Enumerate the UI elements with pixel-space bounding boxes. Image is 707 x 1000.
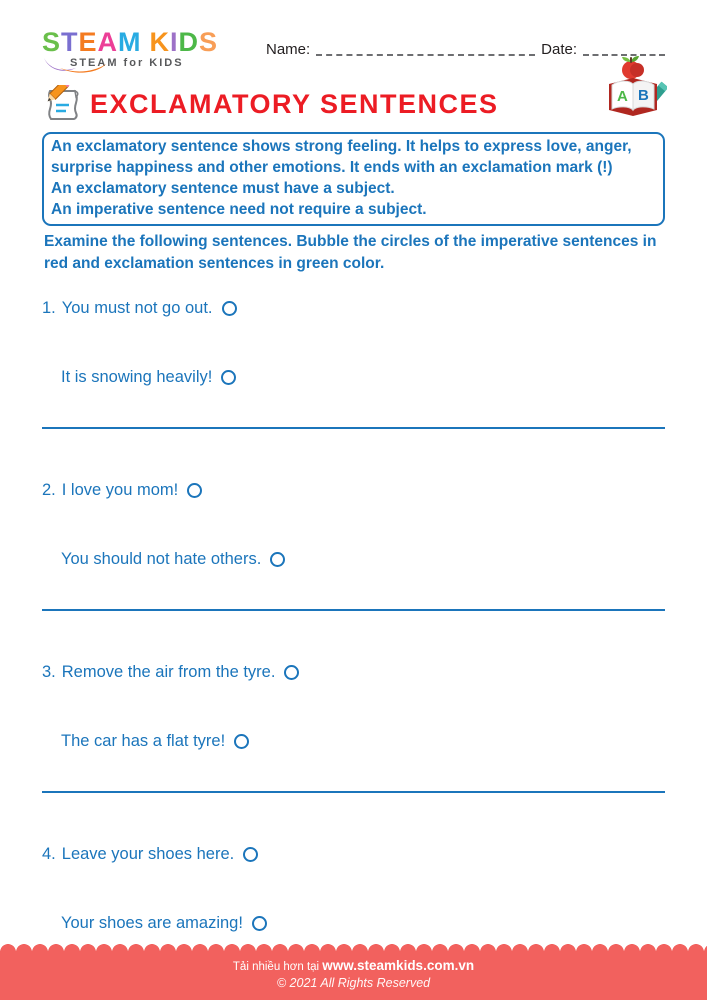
- question-number: 3.: [42, 663, 56, 681]
- logo-subtitle: STEAM for KIDS: [70, 57, 184, 69]
- question-main-text: Remove the air from the tyre.: [61, 663, 276, 681]
- question-item: [42, 297, 665, 429]
- question-main-text: I love you mom!: [61, 481, 179, 499]
- definition-paragraph: An exclamatory sentence shows strong feeling. It helps to express love, anger, surprise happiness and other emotions. It ends with an exclamation mark (!): [51, 138, 632, 176]
- question-sub-text: It is snowing heavily!: [61, 368, 213, 386]
- answer-bubble[interactable]: [187, 483, 202, 498]
- answer-bubble[interactable]: [234, 734, 249, 749]
- definition-paragraph: An exclamatory sentence must have a subject.: [51, 180, 395, 197]
- logo-wordmark: [42, 28, 254, 56]
- footer-link-line: [0, 958, 707, 973]
- name-label: Name:: [266, 41, 311, 58]
- answer-bubble[interactable]: [222, 301, 237, 316]
- logo-letter: E: [78, 27, 98, 57]
- header: [42, 28, 665, 69]
- page-title: EXCLAMATORY SENTENCES: [90, 88, 499, 119]
- logo-letter: K: [149, 27, 171, 57]
- question-item: [42, 661, 665, 793]
- question-item: [42, 843, 665, 935]
- footer-copyright: © 2021 All Rights Reserved: [276, 976, 431, 990]
- answer-bubble[interactable]: [284, 665, 299, 680]
- logo-letter: M: [118, 27, 142, 57]
- title-row: [42, 85, 665, 123]
- question-number: 1.: [42, 299, 56, 317]
- logo-swoosh-icon: [42, 56, 132, 74]
- svg-text:A: A: [617, 88, 628, 105]
- divider: [42, 427, 665, 429]
- svg-text:B: B: [638, 87, 649, 104]
- abc-book-apple-pencil-icon: [605, 54, 667, 124]
- divider: [42, 791, 665, 793]
- logo-letter: A: [97, 27, 119, 57]
- definition-paragraph: An imperative sentence need not require a subject.: [51, 201, 427, 218]
- divider: [42, 609, 665, 611]
- logo-letter: S: [42, 27, 62, 57]
- question-number: 4.: [42, 845, 56, 863]
- task-instructions: Examine the following sentences. Bubble the circles of the imperative sentences in red and exclamation sentences in green color.: [44, 233, 657, 272]
- question-item: [42, 479, 665, 611]
- definition-box: [42, 132, 665, 226]
- answer-bubble[interactable]: [252, 916, 267, 931]
- footer-prefix: Tải nhiều hơn tại: [232, 961, 323, 973]
- name-date-row: [254, 28, 665, 60]
- date-label: Date:: [541, 41, 577, 58]
- question-main-text: Leave your shoes here.: [61, 845, 235, 863]
- answer-bubble[interactable]: [243, 847, 258, 862]
- question-sub-text: The car has a flat tyre!: [61, 732, 226, 750]
- question-main-text: You must not go out.: [61, 299, 213, 317]
- question-sub-text: You should not hate others.: [61, 550, 262, 568]
- question-number: 2.: [42, 481, 56, 499]
- logo-letter: D: [178, 27, 200, 57]
- answer-bubble[interactable]: [270, 552, 285, 567]
- question-list: [42, 297, 665, 935]
- steam-kids-logo: [42, 28, 254, 69]
- logo-letter: T: [61, 27, 79, 57]
- name-field[interactable]: [316, 38, 535, 56]
- answer-bubble[interactable]: [221, 370, 236, 385]
- scallop-border: [0, 940, 707, 952]
- logo-letter: I: [170, 27, 179, 57]
- question-sub-text: Your shoes are amazing!: [61, 914, 243, 932]
- logo-letter: S: [199, 27, 219, 57]
- footer: [0, 940, 707, 1000]
- footer-url[interactable]: www.steamkids.com.vn: [322, 958, 475, 973]
- pencil-paper-icon: [42, 85, 84, 123]
- footer-band: [0, 952, 707, 1000]
